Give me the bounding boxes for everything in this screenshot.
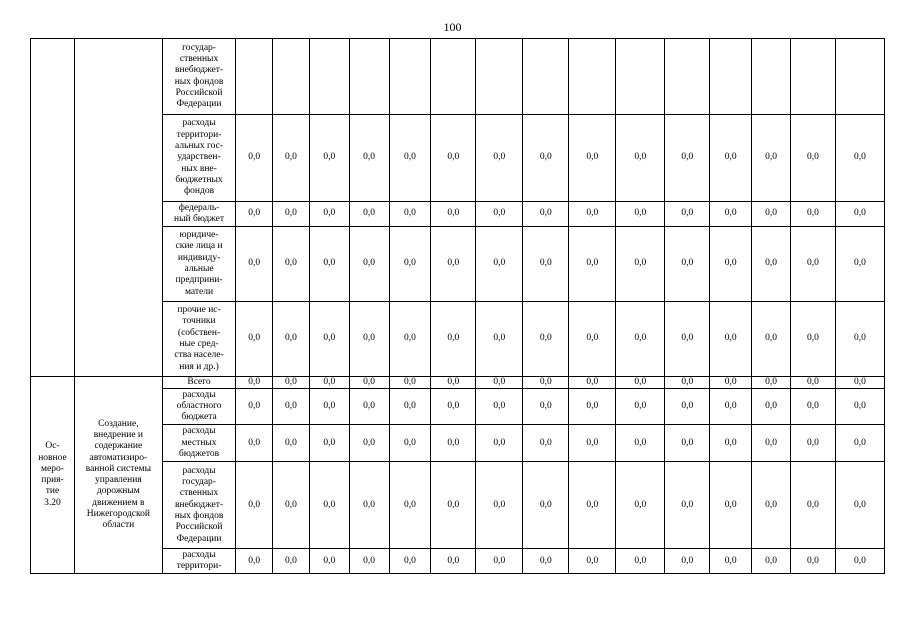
value-cell: 0,0	[752, 462, 791, 549]
value-cell: 0,0	[752, 425, 791, 462]
value-cell: 0,0	[309, 202, 349, 227]
value-cell: 0,0	[349, 115, 389, 202]
value-cell: 0,0	[431, 425, 476, 462]
value-cell: 0,0	[273, 115, 310, 202]
value-cell: 0,0	[523, 549, 569, 574]
value-cell	[236, 39, 273, 115]
value-cell	[569, 39, 616, 115]
value-cell: 0,0	[273, 377, 310, 389]
value-cell: 0,0	[569, 202, 616, 227]
value-cell: 0,0	[752, 377, 791, 389]
funding-source-cell: расходы территори- альных гос- ударствен- ных вне- бюджетных фондов	[162, 115, 236, 202]
value-cell: 0,0	[665, 389, 710, 425]
value-cell: 0,0	[476, 115, 523, 202]
value-cell: 0,0	[790, 227, 835, 302]
value-cell: 0,0	[431, 227, 476, 302]
value-cell: 0,0	[752, 549, 791, 574]
funding-source-cell: юридиче- ские лица и индивиду- альные предприни- матели	[162, 227, 236, 302]
value-cell: 0,0	[665, 377, 710, 389]
value-cell: 0,0	[309, 425, 349, 462]
value-cell: 0,0	[665, 115, 710, 202]
value-cell: 0,0	[476, 462, 523, 549]
value-cell	[665, 39, 710, 115]
value-cell: 0,0	[236, 462, 273, 549]
value-cell: 0,0	[569, 302, 616, 377]
value-cell: 0,0	[790, 549, 835, 574]
value-cell: 0,0	[273, 462, 310, 549]
value-cell: 0,0	[710, 389, 752, 425]
activity-number-cell	[31, 39, 75, 377]
value-cell: 0,0	[389, 425, 431, 462]
value-cell: 0,0	[665, 202, 710, 227]
value-cell: 0,0	[349, 425, 389, 462]
value-cell: 0,0	[710, 302, 752, 377]
value-cell: 0,0	[523, 425, 569, 462]
value-cell: 0,0	[236, 115, 273, 202]
funding-source-cell: федераль- ный бюджет	[162, 202, 236, 227]
value-cell: 0,0	[835, 227, 884, 302]
value-cell: 0,0	[273, 425, 310, 462]
value-cell: 0,0	[309, 389, 349, 425]
value-cell: 0,0	[476, 549, 523, 574]
value-cell: 0,0	[236, 389, 273, 425]
value-cell	[523, 39, 569, 115]
value-cell: 0,0	[835, 377, 884, 389]
value-cell: 0,0	[236, 377, 273, 389]
value-cell: 0,0	[835, 202, 884, 227]
value-cell	[616, 39, 665, 115]
activity-number-cell: Ос- новное меро- прия- тие 3.20	[31, 377, 75, 574]
value-cell: 0,0	[710, 377, 752, 389]
value-cell: 0,0	[236, 227, 273, 302]
funding-source-cell: расходы местных бюджетов	[162, 425, 236, 462]
value-cell: 0,0	[790, 115, 835, 202]
value-cell: 0,0	[835, 549, 884, 574]
value-cell: 0,0	[835, 389, 884, 425]
value-cell: 0,0	[616, 389, 665, 425]
value-cell: 0,0	[523, 227, 569, 302]
value-cell: 0,0	[835, 462, 884, 549]
value-cell	[710, 39, 752, 115]
value-cell: 0,0	[349, 462, 389, 549]
value-cell: 0,0	[790, 389, 835, 425]
value-cell: 0,0	[616, 115, 665, 202]
value-cell: 0,0	[309, 549, 349, 574]
value-cell: 0,0	[616, 377, 665, 389]
value-cell: 0,0	[616, 425, 665, 462]
value-cell: 0,0	[710, 227, 752, 302]
value-cell: 0,0	[389, 377, 431, 389]
value-cell: 0,0	[389, 302, 431, 377]
value-cell	[273, 39, 310, 115]
value-cell: 0,0	[752, 389, 791, 425]
value-cell	[349, 39, 389, 115]
funding-source-cell: государ- ственных внебюджет- ных фондов Российской Федерации	[162, 39, 236, 115]
value-cell: 0,0	[476, 227, 523, 302]
table-row	[31, 39, 885, 115]
value-cell: 0,0	[665, 462, 710, 549]
value-cell: 0,0	[665, 302, 710, 377]
value-cell: 0,0	[389, 227, 431, 302]
value-cell: 0,0	[523, 115, 569, 202]
value-cell: 0,0	[476, 377, 523, 389]
value-cell: 0,0	[523, 202, 569, 227]
value-cell: 0,0	[790, 302, 835, 377]
value-cell: 0,0	[236, 549, 273, 574]
activity-name-cell: Создание, внедрение и содержание автоматизиро- ванной системы управления дорожным движением в Нижегородской области	[74, 377, 162, 574]
value-cell: 0,0	[752, 202, 791, 227]
value-cell: 0,0	[569, 115, 616, 202]
value-cell: 0,0	[431, 377, 476, 389]
value-cell: 0,0	[309, 302, 349, 377]
value-cell: 0,0	[835, 302, 884, 377]
value-cell: 0,0	[349, 549, 389, 574]
value-cell: 0,0	[309, 227, 349, 302]
value-cell: 0,0	[309, 462, 349, 549]
value-cell: 0,0	[389, 462, 431, 549]
value-cell: 0,0	[710, 202, 752, 227]
value-cell: 0,0	[431, 462, 476, 549]
value-cell: 0,0	[616, 549, 665, 574]
value-cell	[835, 39, 884, 115]
value-cell: 0,0	[790, 202, 835, 227]
value-cell: 0,0	[523, 377, 569, 389]
value-cell: 0,0	[569, 425, 616, 462]
funding-source-cell: расходы территори-	[162, 549, 236, 574]
value-cell: 0,0	[236, 425, 273, 462]
value-cell	[389, 39, 431, 115]
value-cell: 0,0	[790, 462, 835, 549]
value-cell	[309, 39, 349, 115]
value-cell: 0,0	[523, 302, 569, 377]
value-cell: 0,0	[569, 227, 616, 302]
value-cell: 0,0	[752, 302, 791, 377]
value-cell: 0,0	[710, 425, 752, 462]
value-cell: 0,0	[273, 549, 310, 574]
value-cell: 0,0	[349, 302, 389, 377]
value-cell: 0,0	[616, 462, 665, 549]
value-cell: 0,0	[389, 115, 431, 202]
value-cell	[476, 39, 523, 115]
value-cell: 0,0	[309, 377, 349, 389]
value-cell: 0,0	[389, 389, 431, 425]
value-cell: 0,0	[349, 202, 389, 227]
value-cell: 0,0	[665, 227, 710, 302]
funding-source-cell: Всего	[162, 377, 236, 389]
activity-name-cell	[74, 39, 162, 377]
funding-source-cell: расходы государ- ственных внебюджет- ных фондов Российской Федерации	[162, 462, 236, 549]
value-cell: 0,0	[523, 462, 569, 549]
value-cell: 0,0	[569, 462, 616, 549]
value-cell: 0,0	[616, 227, 665, 302]
value-cell: 0,0	[349, 377, 389, 389]
value-cell	[790, 39, 835, 115]
value-cell: 0,0	[523, 389, 569, 425]
value-cell: 0,0	[273, 227, 310, 302]
page-number: 100	[443, 20, 462, 34]
value-cell: 0,0	[349, 227, 389, 302]
value-cell: 0,0	[835, 115, 884, 202]
value-cell: 0,0	[476, 425, 523, 462]
value-cell: 0,0	[273, 389, 310, 425]
value-cell: 0,0	[790, 425, 835, 462]
value-cell: 0,0	[389, 202, 431, 227]
value-cell: 0,0	[389, 549, 431, 574]
value-cell: 0,0	[431, 202, 476, 227]
value-cell: 0,0	[309, 115, 349, 202]
value-cell: 0,0	[665, 425, 710, 462]
value-cell	[431, 39, 476, 115]
funding-source-cell: расходы областного бюджета	[162, 389, 236, 425]
value-cell: 0,0	[710, 462, 752, 549]
value-cell: 0,0	[273, 202, 310, 227]
value-cell: 0,0	[431, 549, 476, 574]
funding-source-cell: прочие ис- точники (собствен- ные сред- ства населе- ния и др.)	[162, 302, 236, 377]
value-cell: 0,0	[710, 549, 752, 574]
value-cell: 0,0	[790, 377, 835, 389]
value-cell: 0,0	[569, 389, 616, 425]
value-cell: 0,0	[616, 202, 665, 227]
budget-table	[30, 38, 885, 574]
value-cell: 0,0	[665, 549, 710, 574]
value-cell: 0,0	[835, 425, 884, 462]
value-cell: 0,0	[569, 377, 616, 389]
value-cell: 0,0	[616, 302, 665, 377]
value-cell: 0,0	[431, 302, 476, 377]
value-cell: 0,0	[476, 389, 523, 425]
value-cell: 0,0	[569, 549, 616, 574]
value-cell: 0,0	[236, 202, 273, 227]
value-cell: 0,0	[349, 389, 389, 425]
value-cell: 0,0	[752, 227, 791, 302]
value-cell: 0,0	[431, 115, 476, 202]
value-cell: 0,0	[236, 302, 273, 377]
table-row	[31, 377, 885, 389]
value-cell: 0,0	[752, 115, 791, 202]
value-cell: 0,0	[273, 302, 310, 377]
value-cell	[752, 39, 791, 115]
value-cell: 0,0	[710, 115, 752, 202]
value-cell: 0,0	[476, 202, 523, 227]
value-cell: 0,0	[431, 389, 476, 425]
value-cell: 0,0	[476, 302, 523, 377]
